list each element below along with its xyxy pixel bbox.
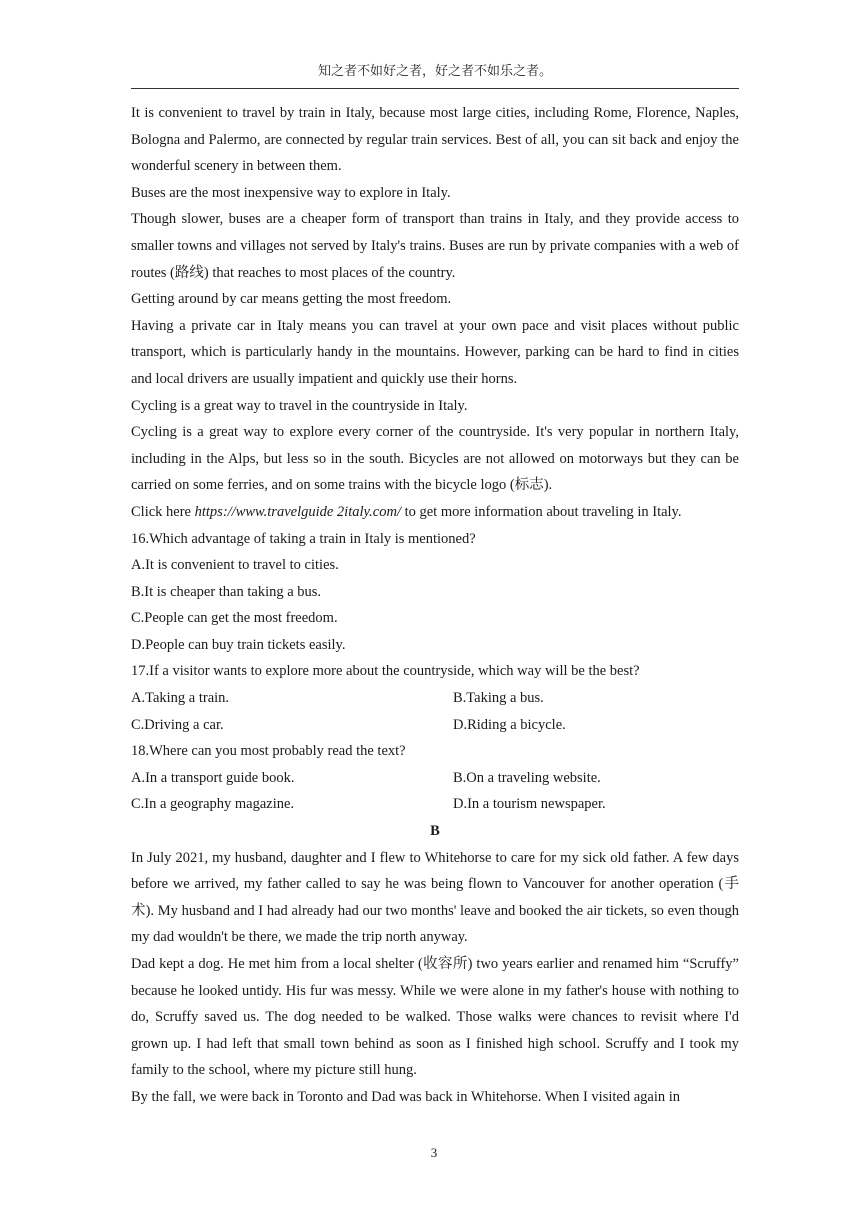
question-18-options-row-1 [131, 765, 739, 792]
question-16-option-a: A.It is convenient to travel to cities. [131, 557, 339, 574]
bus-paragraph: Though slower, buses are a cheaper form of transport than trains in Italy, and they provide access to smaller towns and villages not served by Italy's trains. Buses are run by private companies with a web of routes (路线) that reaches to most places of the country. [131, 211, 739, 281]
question-18-option-a: A.In a transport guide book. [131, 769, 295, 786]
question-17-option-d: D.Riding a bicycle. [453, 716, 566, 733]
page-header-motto: 知之者不如好之者，好之者不如乐之者。 [317, 63, 552, 78]
question-16-option-c: C.People can get the most freedom. [131, 610, 338, 627]
question-18-option-d: D.In a tourism newspaper. [453, 796, 606, 813]
question-18-stem: 18.Where can you most probably read the text? [131, 743, 406, 760]
question-18-option-c: C.In a geography magazine. [131, 796, 295, 813]
question-17-option-b: B.Taking a bus. [453, 690, 544, 707]
page-number: 3 [430, 1145, 438, 1160]
page-content [131, 100, 739, 1111]
bus-heading: Buses are the most inexpensive way to explore in Italy. [131, 184, 451, 201]
question-16-stem: 16.Which advantage of taking a train in Italy is mentioned? [131, 530, 476, 547]
train-paragraph: It is convenient to travel by train in Italy, because most large cities, including Rome, Florence, Naples, Bologna and Palermo, are connected by regular train services. Best of all, you can sit back and enjoy the wonderful scenery in between them. [131, 105, 739, 175]
cycle-paragraph: Cycling is a great way to explore every corner of the countryside. It's very popular in northern Italy, including in the Alps, but less so in the south. Bicycles are not allowed on motorways but they can be carried on some ferries, and on some trains with the bicycle logo (标志). [131, 424, 739, 494]
cycle-heading: Cycling is a great way to travel in the countryside in Italy. [131, 397, 468, 414]
question-18-options-row-2 [131, 791, 739, 818]
click-prefix: Click here [131, 503, 195, 520]
question-17-option-a: A.Taking a train. [131, 690, 230, 707]
passage-b-paragraph-2: Dad kept a dog. He met him from a local shelter (收容所) two years earlier and renamed him “Scruffy” because he looked untidy. His fur was messy. While we were alone in my father's house with nothing to do, Scruffy saved us. The dog needed to be walked. Those walks were chances to revisit where I'd grown up. I had left that small town behind as soon as I finished high school. Scruffy and I took my family to the school, where my picture still hung. [131, 956, 739, 1079]
question-17-stem: 17.If a visitor wants to explore more about the countryside, which way will be the best? [131, 663, 640, 680]
question-18-option-b: B.On a traveling website. [453, 769, 601, 786]
section-b-label: B [430, 823, 440, 840]
click-suffix: to get more information about traveling in Italy. [400, 503, 682, 520]
click-here-line [131, 499, 739, 526]
question-16-option-b: B.It is cheaper than taking a bus. [131, 583, 322, 600]
car-paragraph: Having a private car in Italy means you can travel at your own pace and visit places without public transport, which is particularly handy in the mountains. However, parking can be hard to find in cities and local drivers are usually impatient and quickly use their horns. [131, 317, 739, 387]
travel-guide-link[interactable]: https://www.travelguide 2italy.com/ [194, 503, 401, 520]
question-17-options-row-2 [131, 712, 739, 739]
car-heading: Getting around by car means getting the most freedom. [131, 291, 452, 308]
passage-b-paragraph-1: In July 2021, my husband, daughter and I flew to Whitehorse to care for my sick old father. A few days before we arrived, my father called to say he was being flown to Vancouver for another operation (手术). My husband and I had already had our two months' leave and booked the air tickets, so even though my dad wouldn't be there, we made the trip north anyway. [131, 849, 739, 946]
question-17-option-c: C.Driving a car. [131, 716, 224, 733]
passage-b-paragraph-3: By the fall, we were back in Toronto and Dad was back in Whitehorse. When I visited again in [131, 1088, 681, 1105]
question-16-option-d: D.People can buy train tickets easily. [131, 636, 346, 653]
question-17-options-row-1 [131, 685, 739, 712]
header-divider [131, 88, 739, 89]
